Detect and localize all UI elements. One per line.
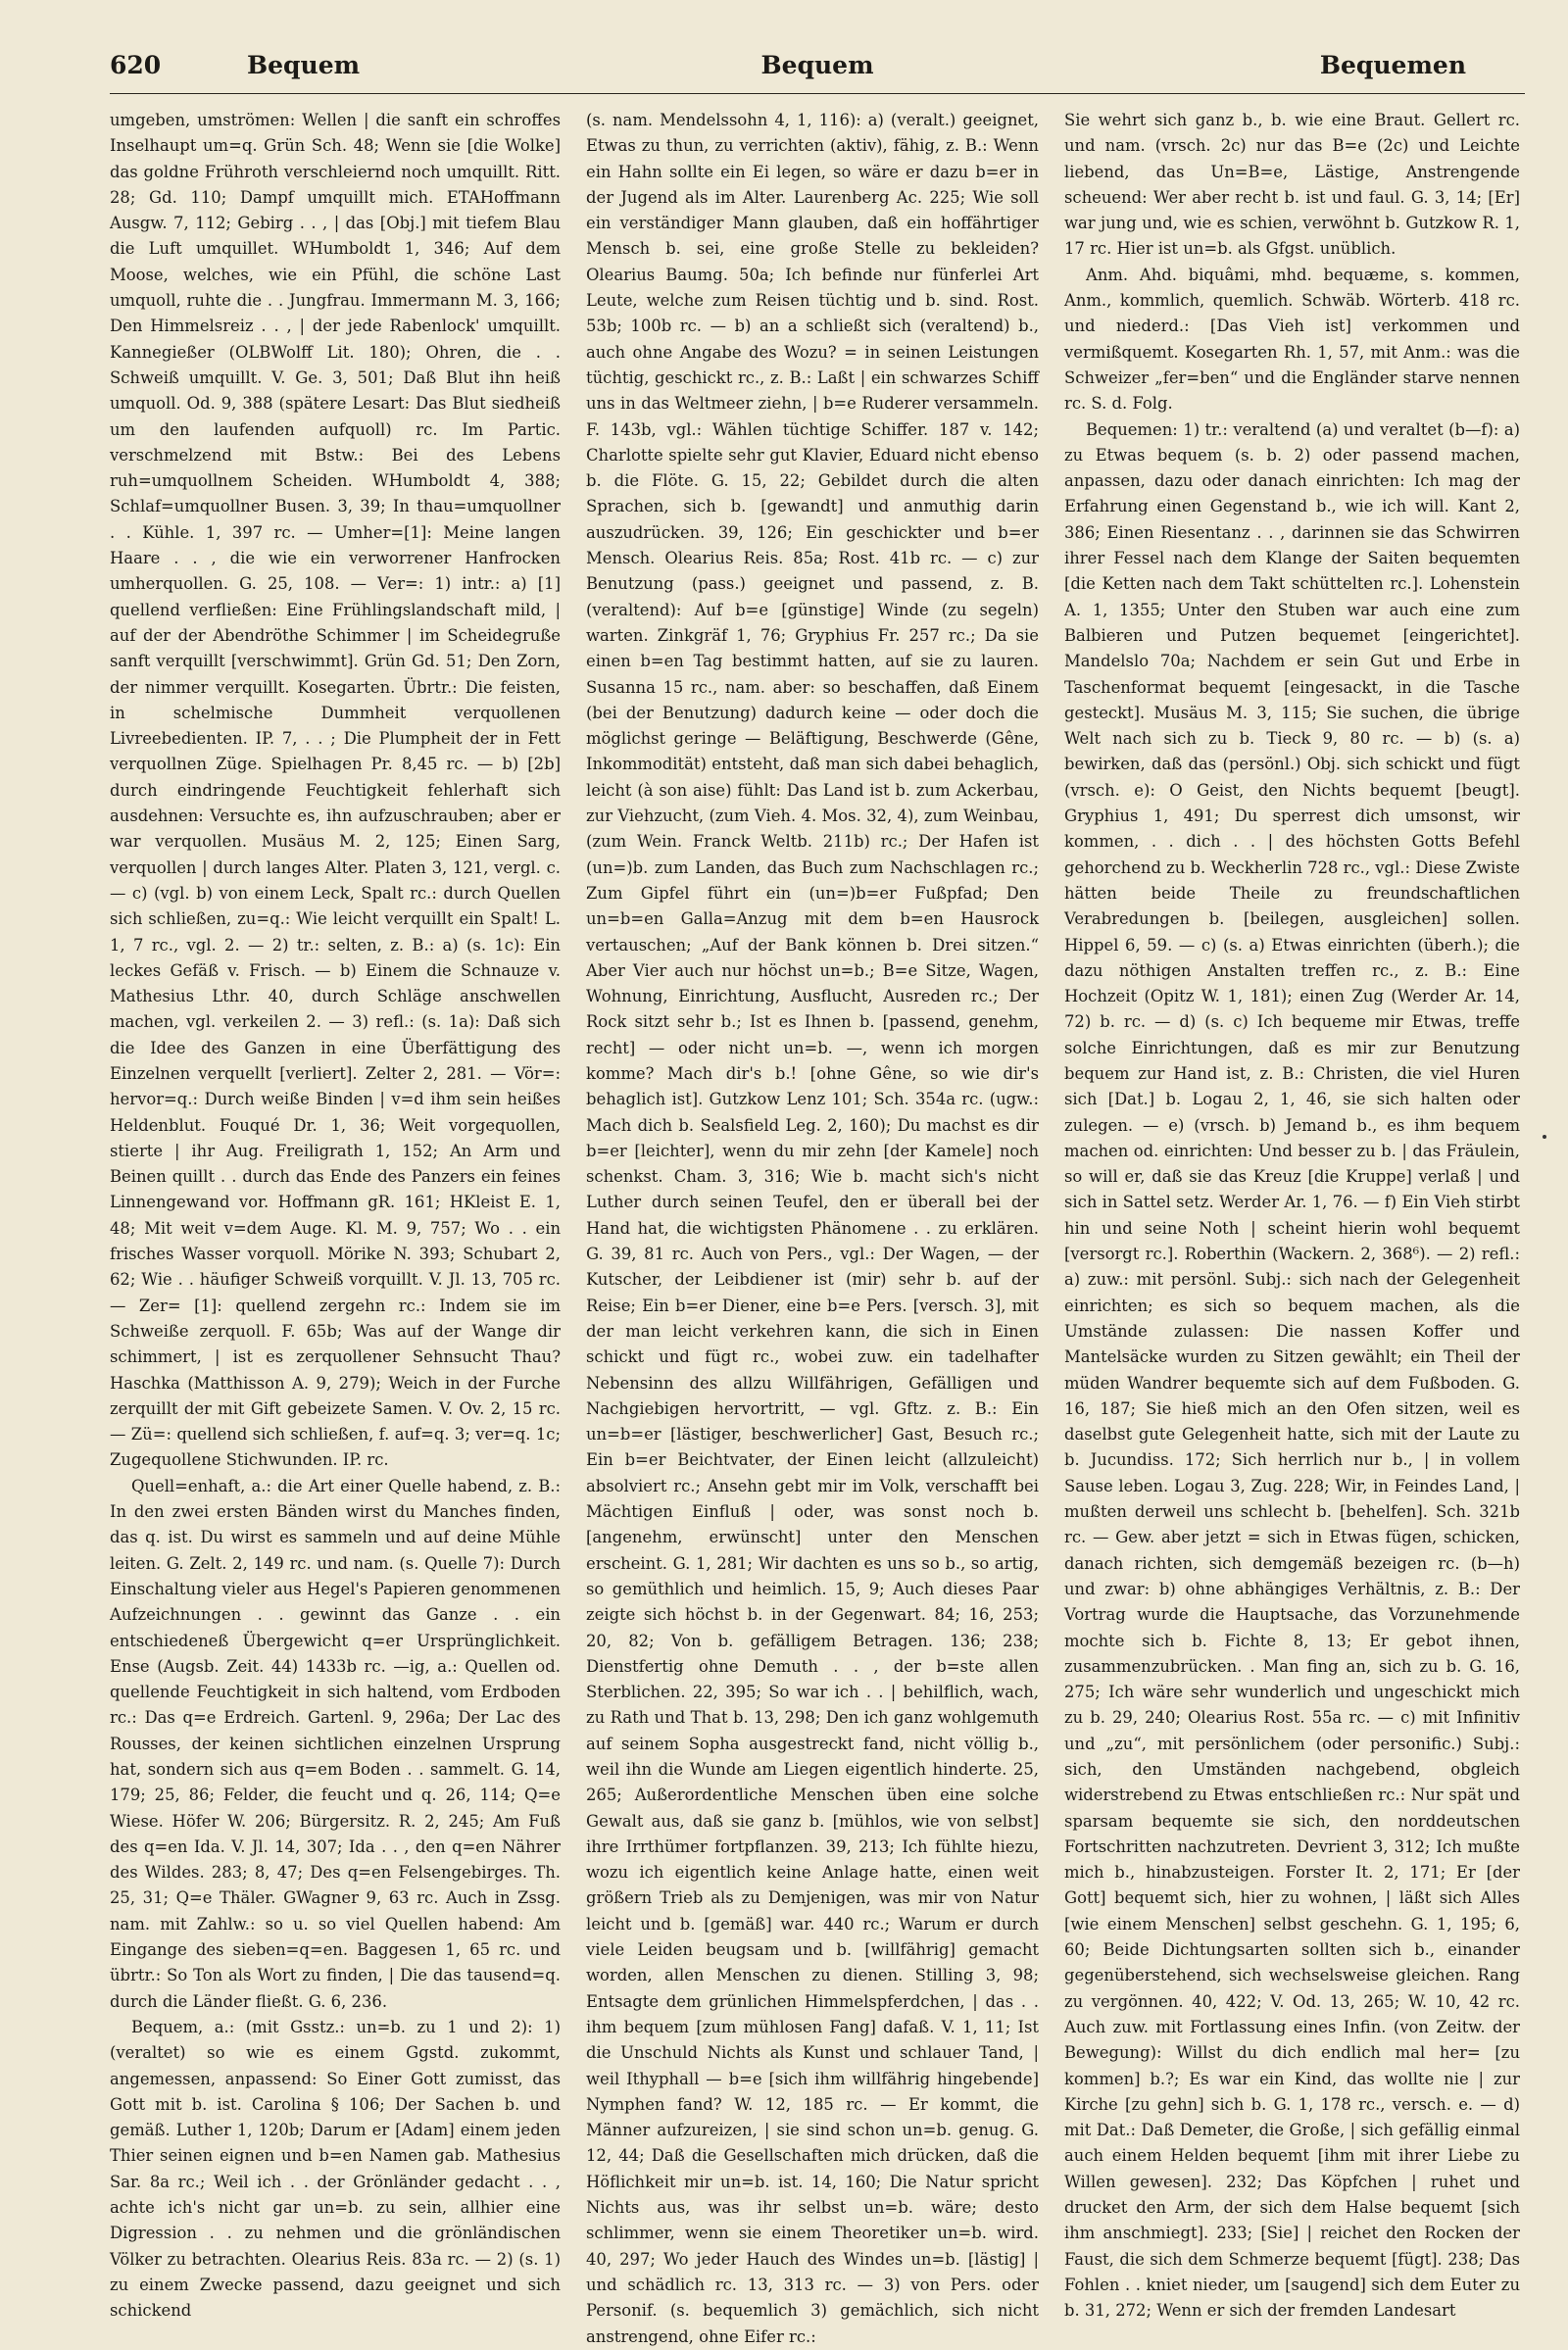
header-rule [110, 93, 1525, 94]
column-1-paragraph-1: umgeben, umströmen: Wellen | die sanft ein schroffes Inselhaupt um=q. Grün Sch. 48; Wenn sie [die Wolke] das goldne Frühroth verschleiernd noch umquillt. Ritt. 28; Gd. 110; Dampf umquillt mich. ETAHoffmann Ausgw. 7, 112; Gebirg . . , | das [Obj.] mit tiefem Blau die Luft umquillet. WHumboldt 1, 346; Auf dem Moose, welches, wie ein Pfühl, die schöne Last umquoll, ruhte die . . Jungfrau. Immermann M. 3, 166; Den Himmelsreiz . . , | der jede Rabenlock' umquillt. Kannegießer (OLBWolff Lit. 180); Ohren, die . . Schweiß umquillt. V. Ge. 3, 501; Daß Blut ihn heiß umquoll. Od. 9, 388 (spätere Lesart: Das Blut siedheiß um den laufenden aufquoll) rc. Im Partic. verschmelzend mit Bstw.: Bei des Lebens ruh=umquollnem Scheiden. WHumboldt 4, 388; Schlaf=umquollner Busen. 3, 39; In thau=umquollner . . Kühle. 1, 397 rc. — Umher=[1]: Meine langen Haare . . , die wie ein verworrener Hanfrocken umherquollen. G. 25, 108. — Ver=: 1) intr.: a) [1] quellend verfließen: Eine Frühlingslandschaft mild, | auf der der Abendröthe Schimmer | im Scheidegruße sanft verquillt [verschwimmt]. Grün Gd. 51; Den Zorn, der nimmer verquillt. Kosegarten. Übrtr.: Die feisten, in schelmische Dummheit verquollenen Livreebedienten. IP. 7, . . ; Die Plumpheit der in Fett verquollnen Züge. Spielhagen Pr. 8,45 rc. — b) [2b] durch eindringende Feuchtigkeit fehlerhaft sich ausdehnen: Versuchte es, ihn aufzuschrauben; aber er war verquollen. Musäus M. 2, 125; Einen Sarg, verquollen | durch langes Alter. Platen 3, 121, vergl. c. — c) (vgl. b) von einem Leck, Spalt rc.: durch Quellen sich schließen, zu=q.: Wie leicht verquillt ein Spalt! L. 1, 7 rc., vgl. 2. — 2) tr.: selten, z. B.: a) (s. 1c): Ein leckes Gefäß v. Frisch. — b) Einem die Schnauze v. Mathesius Lthr. 40, durch Schläge anschwellen machen, vgl. verkeilen 2. — 3) refl.: (s. 1a): Daß sich die Idee des Ganzen in eine Überfättigung des Einzelnen verquellt [verliert]. Zelter 2, 281. — Vör=: hervor=q.: Durch weiße Binden | v=d ihm sein heißes Heldenblut. Fouqué Dr. 1, 36; Weit vorgequollen, stierte | ihr Aug. Freiligrath 1, 152; An Arm und Beinen quillt . . durch das Ende des Panzers ein feines Linnengewand vor. Hoffmann gR. 161; HKleist E. 1, 48; Mit weit v=dem Auge. Kl. M. 9, 757; Wo . . ein frisches Wasser vorquoll. Mörike N. 393; Schubart 2, 62; Wie . . häufiger Schweiß vorquillt. V. Jl. 13, 705 rc. — Zer= [1]: quellend zergehn rc.: Indem sie im Schweiße zerquoll. F. 65b; Was auf der Wange dir schimmert, | ist es zerquollener Sehnsucht Thau? Haschka (Matthisson A. 9, 279); Weich in der Furche zerquillt der mit Gift gebeizete Samen. V. Ov. 2, 15 rc. — Zü=: quellend sich schließen, f. auf=q. 3; ver=q. 1c; Zugequollene Stichwunden. IP. rc. [110, 111, 561, 1470]
column-3 [1064, 108, 1520, 2321]
column-3-paragraph-2: Anm. Ahd. biquâmi, mhd. bequæme, s. kommen, Anm., kommlich, quemlich. Schwäb. Wörterb. 418 rc. und niederd.: [Das Vieh ist] verkommen und vermißquemt. Kosegarten Rh. 1, 57, mit Anm.: was die Schweizer „fer=ben“ und die Engländer starve nennen rc. S. d. Folg. [1064, 265, 1520, 414]
column-1-paragraph-2: Quell=enhaft, a.: die Art einer Quelle habend, z. B.: In den zwei ersten Bänden wirst du Manches finden, das q. ist. Du wirst es sammeln und auf deine Mühle leiten. G. Zelt. 2, 149 rc. und nam. (s. Quelle 7): Durch Einschaltung vieler aus Hegel's Papieren genommenen Aufzeichnungen . . gewinnt das Ganze . . ein entschiedeneß Übergewicht q=er Ursprünglichkeit. Ense (Augsb. Zeit. 44) 1433b rc. —ig, a.: Quellen od. quellende Feuchtigkeit in sich haltend, vom Erdboden rc.: Das q=e Erdreich. Gartenl. 9, 296a; Der Lac des Rousses, der keinen sichtlichen einzelnen Ursprung hat, sondern sich aus q=em Boden . . sammelt. G. 14, 179; 25, 86; Felder, die feucht und q. 26, 114; Q=e Wiese. Höfer W. 206; Bürgersitz. R. 2, 245; Am Fuß des q=en Ida. V. Jl. 14, 307; Ida . . , den q=en Nährer des Wildes. 283; 8, 47; Des q=en Felsengebirges. Th. 25, 31; Q=e Thäler. GWagner 9, 63 rc. Auch in Zssg. nam. mit Zahlw.: so u. so viel Quellen habend: Am Eingange des sieben=q=en. Baggesen 1, 65 rc. und übrtr.: So Ton als Wort zu finden, | Die das tausend=q. durch die Länder fließt. G. 6, 236. [110, 1476, 561, 2011]
column-2-paragraph-1: (s. nam. Mendelssohn 4, 1, 116): a) (veralt.) geeignet, Etwas zu thun, zu verrichten (aktiv), fähig, z. B.: Wenn ein Hahn sollte ein Ei legen, so wäre er dazu b=er in der Jugend als im Alter. Laurenberg Ac. 225; Wie soll ein verständiger Mann glauben, daß ein hoffährtiger Mensch b. sei, eine große Stelle zu bekleiden? Olearius Baumg. 50a; Ich befinde nur fünferlei Art Leute, welche zum Reisen tüchtig und b. sind. Rost. 53b; 100b rc. — b) an a schließt sich (veraltend) b., auch ohne Angabe des Wozu? = in seinen Leistungen tüchtig, geschickt rc., z. B.: Laßt | ein schwarzes Schiff uns in das Weltmeer ziehn, | b=e Ruderer versammeln. F. 143b, vgl.: Wählen tüchtige Schiffer. 187 v. 142; Charlotte spielte sehr gut Klavier, Eduard nicht ebenso b. die Flöte. G. 15, 22; Gebildet durch die alten Sprachen, sich b. [gewandt] und anmuthig darin auszudrücken. 39, 126; Ein geschickter und b=er Mensch. Olearius Reis. 85a; Rost. 41b rc. — c) zur Benutzung (pass.) geeignet und passend, z. B. (veraltend): Auf b=e [günstige] Winde (zu segeln) warten. Zinkgräf 1, 76; Gryphius Fr. 257 rc.; Da sie einen b=en Tag bestimmt hatten, auf sie zu lauren. Susanna 15 rc., nam. aber: so beschaffen, daß Einem (bei der Benutzung) dadurch keine — oder doch die möglichst geringe — Beläftigung, Beschwerde (Gêne, Inkommodität) entsteht, daß man sich dabei behaglich, leicht (à son aise) fühlt: Das Land ist b. zum Ackerbau, zur Viehzucht, (zum Vieh. 4. Mos. 32, 4), zum Weinbau, (zum Wein. Franck Weltb. 211b) rc.; Der Hafen ist (un=)b. zum Landen, das Buch zum Nachschlagen rc.; Zum Gipfel führt ein (un=)b=er Fußpfad; Den un=b=en Galla=Anzug mit dem b=en Hausrock vertauschen; „Auf der Bank können b. Drei sitzen.“ Aber Vier auch nur höchst un=b.; B=e Sitze, Wagen, Wohnung, Einrichtung, Ausflucht, Ausreden rc.; Der Rock sitzt sehr b.; Ist es Ihnen b. [passend, genehm, recht] — oder nicht un=b. —, wenn ich morgen komme? Mach dir's b.! [ohne Gêne, so wie dir's behaglich ist]. Gutzkow Lenz 101; Sch. 354a rc. (ugw.: Mach dich b. Sealsfield Leg. 2, 160); Du machst es dir b=er [leichter], wenn du mir zehn [der Kamele] noch schenkst. Cham. 3, 316; Wie b. macht sich's nicht Luther durch seinen Teufel, den er überall bei der Hand hat, die wichtigsten Phänomene . . zu erklären. G. 39, 81 rc. Auch von Pers., vgl.: Der Wagen, — der Kutscher, der Leibdiener ist (mir) sehr b. auf der Reise; Ein b=er Diener, eine b=e Pers. [versch. 3], mit der man leicht verkehren kann, die sich in Einen schickt und fügt rc., wobei zuw. ein tadelhafter Nebensinn des allzu Willfährigen, Gefälligen und Nachgiebigen hervortritt, — vgl. Gftz. z. B.: Ein un=b=er [lästiger, beschwerlicher] Gast, Besuch rc.; Ein b=er Beichtvater, der Einen leicht (allzuleicht) absolviert rc.; Ansehn gebt mir im Volk, verschafft bei Mächtigen Einfluß | oder, was sonst noch b. [angenehm, erwünscht] unter den Menschen erscheint. G. 1, 281; Wir dachten es uns so b., so artig, so gemüthlich und heimlich. 15, 9; Auch dieses Paar zeigte sich höchst b. in der Gegenwart. 84; 16, 253; 20, 82; Von b. gefälligem Betragen. 136; 238; Dienstfertig ohne Demuth . . , der b=ste allen Sterblichen. 22, 395; So war ich . . | behilflich, wach, zu Rath und That b. 13, 298; Den ich ganz wohlgemuth auf seinem Sopha ausgestreckt fand, nicht völlig b., weil ihn die Wunde am Liegen eigentlich hinderte. 25, 265; Außerordentliche Menschen üben eine solche Gewalt aus, daß sie ganz b. [mühlos, wie von selbst] ihre Irrthümer fortpflanzen. 39, 213; Ich fühlte hiezu, wozu ich eigentlich keine Anlage hatte, einen weit größern Trieb als zu Demjenigen, was mir von Natur leicht und b. [gemäß] war. 440 rc.; Warum er durch viele Leiden beugsam und b. [willfährig] gemacht worden, allen Menschen zu dienen. Stilling 3, 98; Entsagte dem grünlichen Himmelspferdchen, | das . . ihm bequem [zum mühlosen Fang] dafaß. V. 1, 11; Ist die Unschuld Nichts als Kunst und schlauer Tand, | weil Ithyphall — b=e [sich ihm willfährig hingebende] Nymphen fand? W. 12, 185 rc. — Er kommt, die Männer aufzureizen, | sie sind schon un=b. genug. G. 12, 44; Daß die Gesellschaften mich drücken, daß die Höflichkeit mir un=b. ist. 14, 160; Die Natur spricht Nichts aus, was ihr selbst un=b. wäre; desto schlimmer, wenn sie einem Theoretiker un=b. wird. 40, 297; Wo jeder Hauch des Windes un=b. [lästig] | und schädlich rc. 13, 313 rc. — 3) von Pers. oder Personif. (s. bequemlich 3) gemächlich, sich nicht anstrengend, ohne Eifer rc.: [586, 111, 1039, 2346]
running-head-right: Bequemen [1319, 51, 1466, 79]
margin-dot [1543, 1135, 1546, 1139]
column-1-paragraph-3: Bequem, a.: (mit Gsstz.: un=b. zu 1 und 2): 1) (veraltet) so wie es einem Ggstd. zukommt, angemessen, anpassend: So Einer Gott zumisst, das Gott mit b. ist. Carolina § 106; Der Sachen b. und gemäß. Luther 1, 120b; Darum er [Adam] einem jeden Thier seinen eignen und b=en Namen gab. Mathesius Sar. 8a rc.; Weil ich . . der Grönländer gedacht . . , achte ich's nicht gar un=b. zu sein, allhier eine Digression . . zu nehmen und die grönländischen Völker zu betrachten. Olearius Reis. 83a rc. — 2) (s. 1) zu einem Zwecke passend, dazu geeignet und sich schickend [110, 2017, 561, 2321]
page-header [110, 51, 1525, 90]
page-number: 620 [110, 51, 162, 79]
column-2 [586, 108, 1039, 2346]
column-3-paragraph-1: Sie wehrt sich ganz b., b. wie eine Braut. Gellert rc. und nam. (vrsch. 2c) nur das B=e (2c) und Leichte liebend, das Un=B=e, Lästige, Anstrengende scheuend: Wer aber recht b. ist und faul. G. 3, 14; [Er] war jung und, wie es schien, verwöhnt b. Gutzkow R. 1, 17 rc. Hier ist un=b. als Gfgst. unüblich. [1064, 111, 1520, 259]
running-head-left: Bequem [247, 51, 361, 79]
column-3-paragraph-3: Bequemen: 1) tr.: veraltend (a) und veraltet (b—f): a) zu Etwas bequem (s. b. 2) oder passend machen, anpassen, dazu oder danach einrichten: Ich mag der Erfahrung einen Gegenstand b., wie ich will. Kant 2, 386; Einen Riesentanz . . , darinnen sie das Schwirren ihrer Fessel nach dem Klange der Saiten bequemten [die Ketten nach dem Takt schüttelten rc.]. Lohenstein A. 1, 1355; Unter den Stuben war auch eine zum Balbieren und Putzen bequemet [eingerichtet]. Mandelslo 70a; Nachdem er sein Gut und Erbe in Taschenformat bequemt [eingesackt, in die Tasche gesteckt]. Musäus M. 3, 115; Sie suchen, die übrige Welt nach sich zu b. Tieck 9, 80 rc. — b) (s. a) bewirken, daß das (persönl.) Obj. sich schickt und fügt (vrsch. e): O Geist, den Nichts bequemt [beugt]. Gryphius 1, 491; Du sperrest dich umsonst, wir kommen, . . dich . . | des höchsten Gotts Befehl gehorchend zu b. Weckherlin 728 rc., vgl.: Diese Zwiste hätten beide Theile zu freundschaftlichen Verabredungen b. [beilegen, ausgleichen] sollen. Hippel 6, 59. — c) (s. a) Etwas einrichten (überh.); die dazu nöthigen Anstalten treffen rc., z. B.: Eine Hochzeit (Opitz W. 1, 181); einen Zug (Werder Ar. 14, 72) b. rc. — d) (s. c) Ich bequeme mir Etwas, treffe solche Einrichtungen, daß es mir zur Benutzung bequem zur Hand ist, z. B.: Christen, die viel Huren sich [Dat.] b. Logau 2, 1, 46, sie sich halten oder zulegen. — e) (vrsch. b) Jemand b., es ihm bequem machen od. einrichten: Und besser zu b. | das Fräulein, so will er, daß sie das Kreuz [die Kruppe] verlaß | und sich in Sattel setz. Werder Ar. 1, 76. — f) Ein Vieh stirbt hin und seine Noth | scheint hierin wohl bequemt [versorgt rc.]. Roberthin (Wackern. 2, 368⁶). — 2) refl.: a) zuw.: mit persönl. Subj.: sich nach der Gelegenheit einrichten; es sich so bequem machen, als die Umstände zulassen: Die nassen Koffer und Mantelsäcke wurden zu Sitzen gewählt; ein Theil der müden Wandrer bequemte sich auf dem Fußboden. G. 16, 187; Sie hieß mich an den Ofen sitzen, weil es daselbst gute Gelegenheit hatte, sich mit der Laute zu b. Jucundiss. 172; Sich herrlich nur b., | in vollem Sause leben. Logau 3, Zug. 228; Wir, in Feindes Land, | mußten derweil uns schlecht b. [behelfen]. Sch. 321b rc. — Gew. aber jetzt = sich in Etwas fügen, schicken, danach richten, sich demgemäß bezeigen rc. (b—h) und zwar: b) ohne abhängiges Verhältnis, z. B.: Der Vortrag wurde die Hauptsache, das Vorzunehmende mochte sich b. Fichte 8, 13; Er gebot ihnen, zusammenzubrücken. . Man fing an, sich zu b. G. 16, 275; Ich wäre sehr wunderlich und ungeschickt mich zu b. 29, 240; Olearius Rost. 55a rc. — c) mit Infinitiv und „zu“, mit persönlichem (oder personific.) Subj.: sich, den Umständen nachgebend, obgleich widerstrebend zu Etwas entschließen rc.: Nur spät und sparsam bequemte sie sich, den norddeutschen Fortschritten nachzutreten. Devrient 3, 312; Ich mußte mich b., hinabzusteigen. Forster It. 2, 171; Er [der Gott] bequemt sich, hier zu wohnen, | läßt sich Alles [wie einem Menschen] selbst geschehn. G. 1, 195; 6, 60; Beide Dichtungsarten sollten sich b., einander gegenüberstehend, sich wechselsweise gleichen. Rang zu vergönnen. 40, 422; V. Od. 13, 265; W. 10, 42 rc. Auch zuw. mit Fortlassung eines Infin. (von Zeitw. der Bewegung): Willst du dich endlich mal her= [zu kommen] b.?; Es war ein Kind, das wollte nie | zur Kirche [zu gehn] sich b. G. 1, 178 rc., versch. e. — d) mit Dat.: Daß Demeter, die Große, | sich gefällig einmal auch einem Helden bequemt [ihm mit ihrer Liebe zu Willen gewesen]. 232; Das Köpfchen | ruhet und drucket den Arm, der sich dem Halse bequemt [sich ihm anschmiegt]. 233; [Sie] | reichet den Rocken der Faust, die sich dem Schmerze bequemt [fügt]. 238; Das Fohlen . . kniet nieder, um [saugend] sich dem Euter zu b. 31, 272; Wenn er sich der fremden Landesart [1064, 419, 1520, 2321]
column-1 [110, 108, 561, 2321]
running-head-center: Bequem [760, 51, 874, 79]
